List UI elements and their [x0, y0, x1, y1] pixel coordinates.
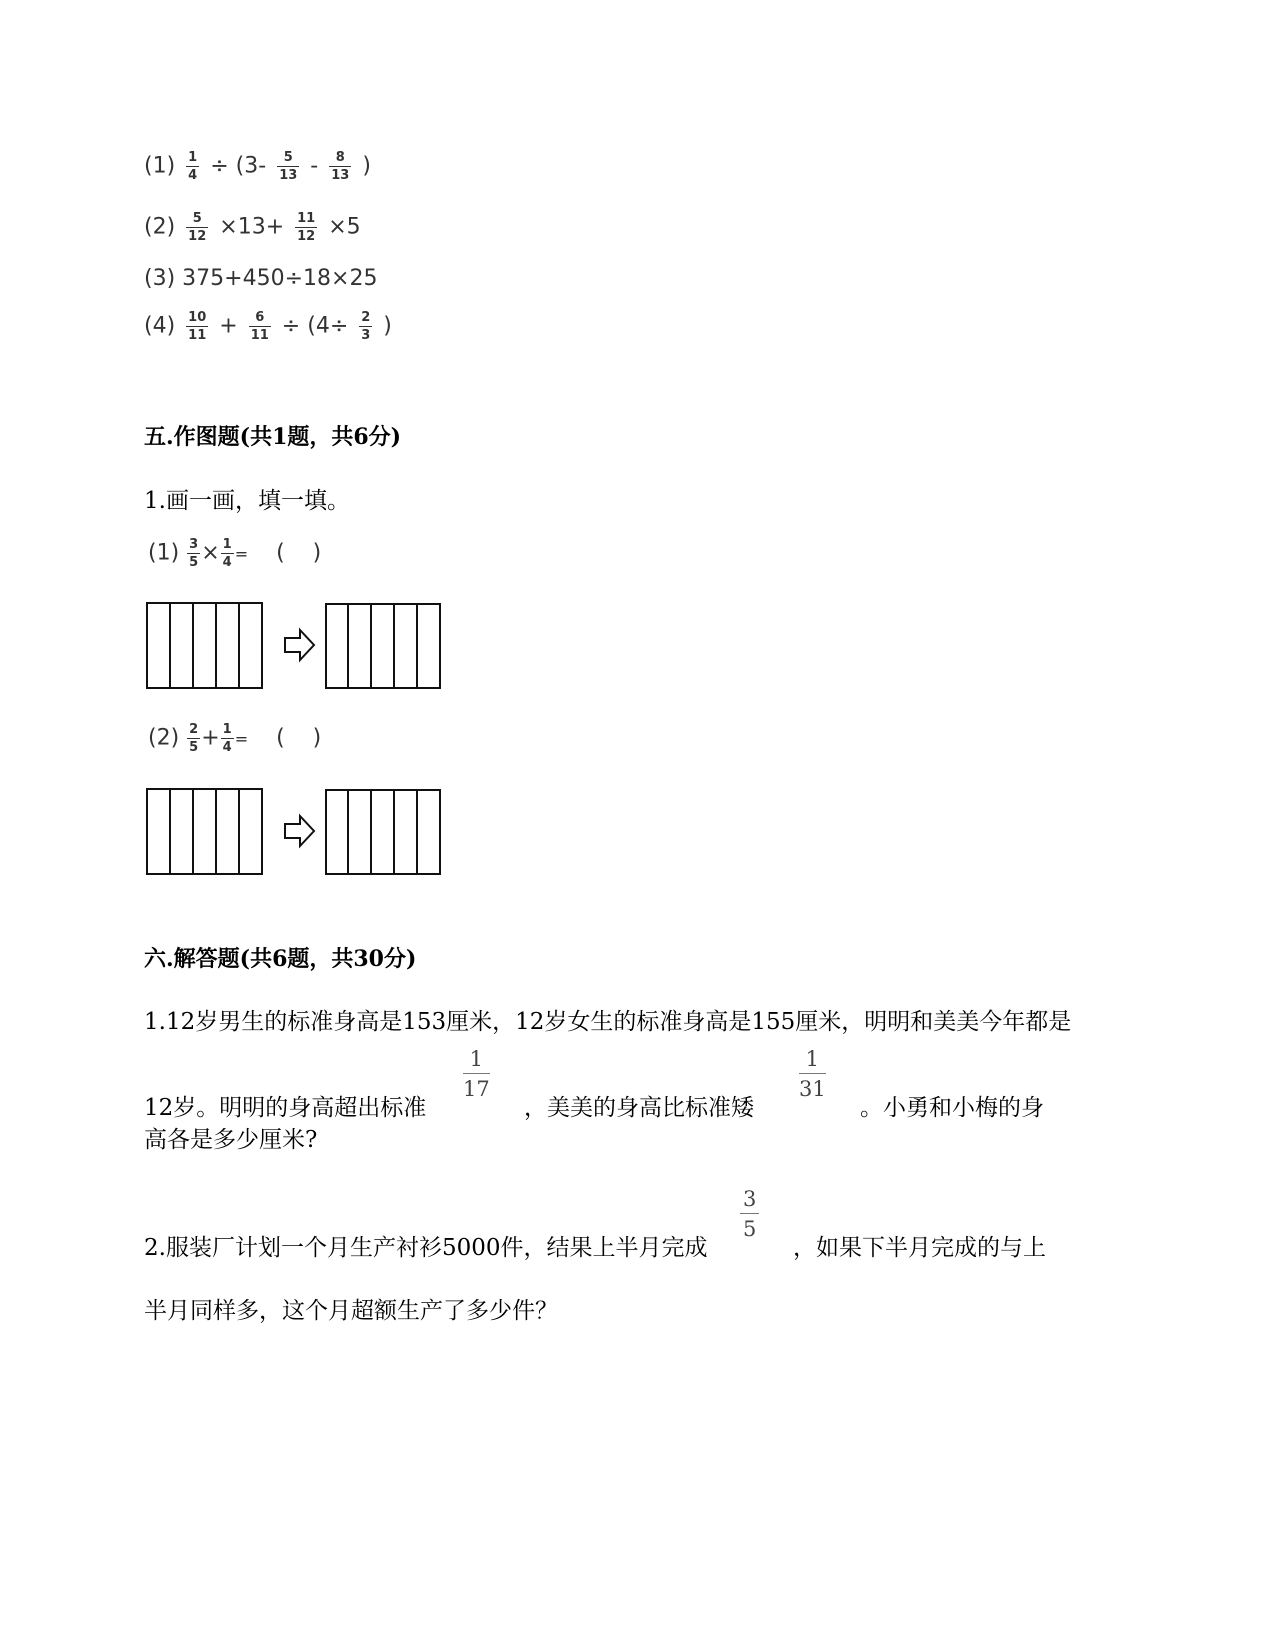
fraction: $\frac{1}{4}$ — [222, 537, 232, 570]
question-1-seg-1: 12岁。明明的身高超出标准 — [144, 1095, 427, 1121]
fraction-3-5: 3 5 — [740, 1186, 759, 1242]
grid-box-right — [326, 790, 440, 874]
grid-box-left — [147, 789, 262, 874]
problem-label: (3) — [144, 266, 176, 291]
question-2-line-2: 半月同样多，这个月超额生产了多少件？ — [144, 1298, 558, 1324]
question-2-seg-2: ，如果下半月完成的与上 — [793, 1235, 1046, 1261]
question-1-seg-2: ，美美的身高比标准矮 — [524, 1095, 754, 1121]
calc-problem-4: (4) $\frac{10}{11}$ + $\frac{6}{11}$ ÷ (4÷ $\frac{2}{3}$ ) — [144, 310, 392, 343]
fraction: $\frac{3}{5}$ — [189, 537, 199, 570]
expression: 375+450÷18×25 — [182, 266, 378, 291]
problem-label: (2) — [148, 725, 180, 751]
fraction: $\frac{1}{4}$ — [222, 722, 232, 755]
drawing-subproblem-2: (2) $\frac{2}{5}$ + $\frac{1}{4}$ = ( ) — [148, 722, 322, 755]
arrow-right-icon — [285, 630, 314, 660]
grid-box-right — [326, 604, 440, 688]
arrow-right-icon — [285, 816, 314, 846]
fraction: $\frac{2}{5}$ — [189, 722, 199, 755]
answer-blank: ( ) — [276, 725, 322, 751]
problem-label: (4) — [144, 313, 176, 339]
fraction-grid-diagram-1 — [140, 598, 450, 694]
problem-label: (1) — [144, 153, 176, 179]
fraction: $\frac{8}{13}$ — [331, 150, 350, 183]
section-heading-6: 六.解答题(共6题，共30分) — [144, 946, 417, 972]
fraction: $\frac{11}{12}$ — [297, 211, 316, 244]
problem-label: (1) — [148, 540, 180, 566]
grid-box-left — [147, 603, 262, 688]
calc-problem-1: (1) $\frac{1}{4}$ ÷ (3- $\frac{5}{13}$ - $\frac{8}{13}$ ) — [144, 150, 371, 183]
fraction: $\frac{2}{3}$ — [361, 310, 371, 343]
problem-label: (2) — [144, 214, 176, 240]
fraction-1-17: 1 17 — [463, 1047, 490, 1101]
fraction: $\frac{5}{13}$ — [279, 150, 298, 183]
question-1-line-1: 1.12岁男生的标准身高是153厘米，12岁女生的标准身高是155厘米，明明和美美今年都是 — [144, 1009, 1072, 1035]
answer-blank: ( ) — [276, 540, 322, 566]
fraction-1-31: 1 31 — [799, 1047, 826, 1101]
question-text: 1.画一画，填一填。 — [144, 488, 350, 514]
fraction: $\frac{1}{4}$ — [188, 150, 198, 183]
calc-problem-2: (2) $\frac{5}{12}$ ×13+ $\frac{11}{12}$ ×5 — [144, 211, 361, 244]
question-2-seg-1: 2.服装厂计划一个月生产衬衫5000件，结果上半月完成 — [144, 1235, 708, 1261]
calc-problem-3 — [144, 266, 377, 291]
fraction: $\frac{10}{11}$ — [188, 310, 207, 343]
question-1-seg-3: 。小勇和小梅的身 — [860, 1095, 1044, 1121]
section-heading-5: 五.作图题(共1题，共6分) — [144, 424, 402, 450]
drawing-subproblem-1: (1) $\frac{3}{5}$ × $\frac{1}{4}$ = ( ) — [148, 537, 322, 570]
fraction-grid-diagram-2 — [140, 784, 450, 880]
question-1-line-3: 高各是多少厘米? — [144, 1127, 318, 1153]
fraction: $\frac{5}{12}$ — [188, 211, 207, 244]
fraction: $\frac{6}{11}$ — [250, 310, 269, 343]
